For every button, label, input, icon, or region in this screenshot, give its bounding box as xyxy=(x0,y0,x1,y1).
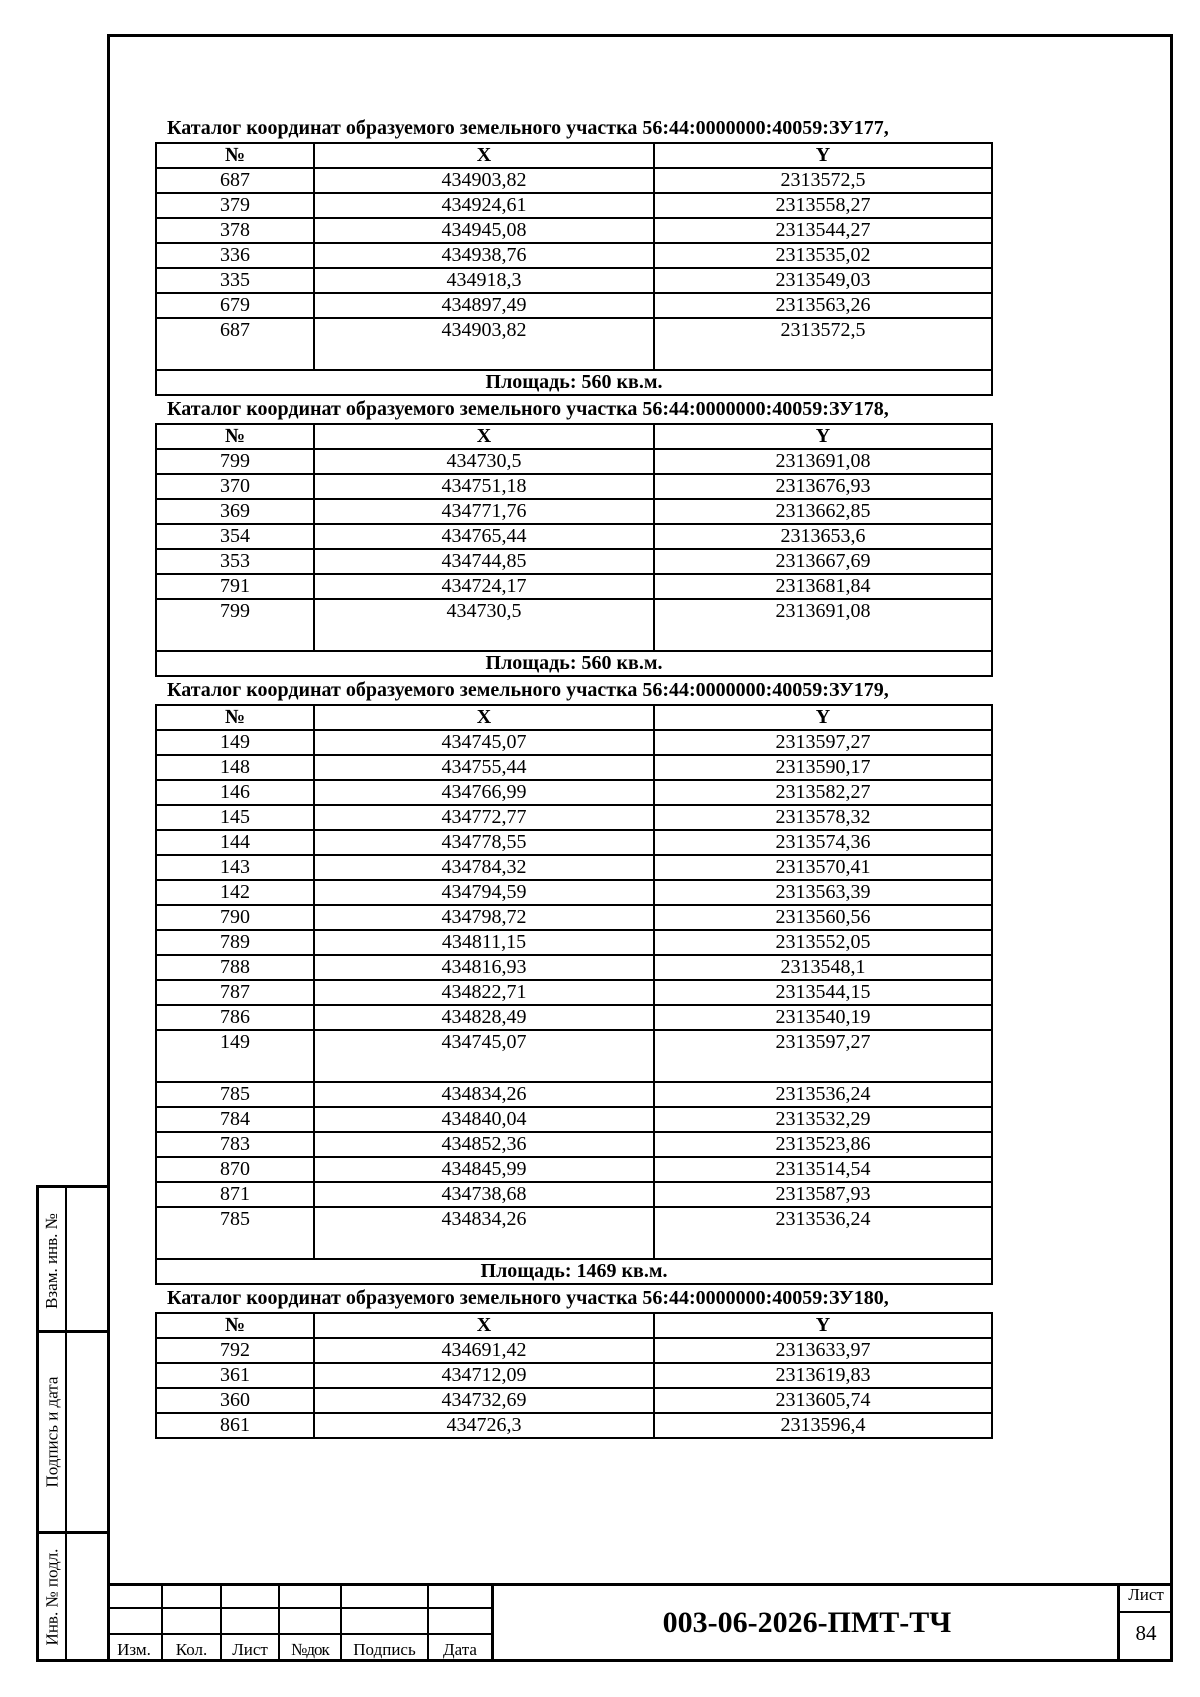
area-row xyxy=(156,1259,992,1284)
table-row xyxy=(156,780,992,805)
y-value: 2313540,19 xyxy=(654,1005,992,1030)
coordinate-table xyxy=(155,704,993,1285)
table-row xyxy=(156,1030,992,1082)
table-row xyxy=(156,855,992,880)
header-x: X xyxy=(314,424,654,449)
table-row xyxy=(156,1182,992,1207)
side-cell-podpis xyxy=(39,1333,107,1534)
y-value: 2313578,32 xyxy=(654,805,992,830)
y-value: 2313549,03 xyxy=(654,268,992,293)
table-row xyxy=(156,1207,992,1259)
point-number: 379 xyxy=(156,193,314,218)
point-number: 783 xyxy=(156,1132,314,1157)
coordinate-table xyxy=(155,423,993,677)
y-value: 2313597,27 xyxy=(654,1030,992,1082)
table-row xyxy=(156,524,992,549)
header-x: X xyxy=(314,1313,654,1338)
y-value: 2313662,85 xyxy=(654,499,992,524)
table-row xyxy=(156,549,992,574)
x-value: 434811,15 xyxy=(314,930,654,955)
header-x: X xyxy=(314,143,654,168)
x-value: 434730,5 xyxy=(314,449,654,474)
table-header-row xyxy=(156,705,992,730)
table-row xyxy=(156,218,992,243)
y-value: 2313563,39 xyxy=(654,880,992,905)
table-header-row xyxy=(156,143,992,168)
side-stamp xyxy=(36,1185,110,1662)
label-list: Лист xyxy=(232,1640,268,1659)
point-number: 143 xyxy=(156,855,314,880)
x-value: 434766,99 xyxy=(314,780,654,805)
side-label-vzam: Взам. инв. № xyxy=(42,1212,61,1309)
label-kol: Кол. xyxy=(175,1640,208,1659)
point-number: 861 xyxy=(156,1413,314,1438)
point-number: 799 xyxy=(156,449,314,474)
header-y: Y xyxy=(654,1313,992,1338)
table-row xyxy=(156,1107,992,1132)
x-value: 434771,76 xyxy=(314,499,654,524)
area-value: Площадь: 560 кв.м. xyxy=(156,370,992,395)
x-value: 434903,82 xyxy=(314,318,654,370)
header-y: Y xyxy=(654,143,992,168)
table-row xyxy=(156,1338,992,1363)
x-value: 434730,5 xyxy=(314,599,654,651)
table-row xyxy=(156,268,992,293)
x-value: 434744,85 xyxy=(314,549,654,574)
title-block-row-line xyxy=(107,1607,493,1609)
y-value: 2313544,27 xyxy=(654,218,992,243)
catalog-title: Каталог координат образуемого земельного участка 56:44:0000000:40059:ЗУ179, xyxy=(167,679,889,701)
point-number: 791 xyxy=(156,574,314,599)
header-number: № xyxy=(156,1313,314,1338)
area-row xyxy=(156,370,992,395)
y-value: 2313523,86 xyxy=(654,1132,992,1157)
x-value: 434938,76 xyxy=(314,243,654,268)
table-row xyxy=(156,168,992,193)
point-number: 148 xyxy=(156,755,314,780)
table-header-row xyxy=(156,424,992,449)
x-value: 434834,26 xyxy=(314,1082,654,1107)
x-value: 434745,07 xyxy=(314,730,654,755)
x-value: 434738,68 xyxy=(314,1182,654,1207)
x-value: 434903,82 xyxy=(314,168,654,193)
header-x: X xyxy=(314,705,654,730)
side-label-podpis: Подпись и дата xyxy=(42,1376,61,1488)
side-label-inv: Инв. № подл. xyxy=(42,1548,61,1645)
y-value: 2313596,4 xyxy=(654,1413,992,1438)
side-cell-inv xyxy=(39,1534,107,1659)
y-value: 2313552,05 xyxy=(654,930,992,955)
point-number: 799 xyxy=(156,599,314,651)
title-block-row-line xyxy=(107,1633,493,1635)
document-content xyxy=(155,115,991,1439)
y-value: 2313597,27 xyxy=(654,730,992,755)
title-block xyxy=(107,1583,1173,1662)
y-value: 2313560,56 xyxy=(654,905,992,930)
x-value: 434732,69 xyxy=(314,1388,654,1413)
header-number: № xyxy=(156,143,314,168)
side-cell-vzam xyxy=(39,1188,107,1333)
x-value: 434794,59 xyxy=(314,880,654,905)
table-row xyxy=(156,880,992,905)
table-row xyxy=(156,193,992,218)
title-block-sheet-line xyxy=(1119,1611,1173,1613)
y-value: 2313633,97 xyxy=(654,1338,992,1363)
table-row xyxy=(156,955,992,980)
x-value: 434845,99 xyxy=(314,1157,654,1182)
point-number: 871 xyxy=(156,1182,314,1207)
table-row xyxy=(156,318,992,370)
point-number: 354 xyxy=(156,524,314,549)
point-number: 146 xyxy=(156,780,314,805)
point-number: 378 xyxy=(156,218,314,243)
area-value: Площадь: 560 кв.м. xyxy=(156,651,992,676)
x-value: 434828,49 xyxy=(314,1005,654,1030)
x-value: 434840,04 xyxy=(314,1107,654,1132)
header-number: № xyxy=(156,424,314,449)
coordinate-table xyxy=(155,1312,993,1439)
x-value: 434897,49 xyxy=(314,293,654,318)
x-value: 434772,77 xyxy=(314,805,654,830)
y-value: 2313582,27 xyxy=(654,780,992,805)
point-number: 353 xyxy=(156,549,314,574)
x-value: 434724,17 xyxy=(314,574,654,599)
label-data: Дата xyxy=(443,1640,477,1659)
y-value: 2313653,6 xyxy=(654,524,992,549)
point-number: 142 xyxy=(156,880,314,905)
point-number: 336 xyxy=(156,243,314,268)
y-value: 2313605,74 xyxy=(654,1388,992,1413)
point-number: 361 xyxy=(156,1363,314,1388)
point-number: 369 xyxy=(156,499,314,524)
area-value: Площадь: 1469 кв.м. xyxy=(156,1259,992,1284)
table-row xyxy=(156,805,992,830)
x-value: 434765,44 xyxy=(314,524,654,549)
point-number: 870 xyxy=(156,1157,314,1182)
point-number: 679 xyxy=(156,293,314,318)
x-value: 434745,07 xyxy=(314,1030,654,1082)
area-row xyxy=(156,651,992,676)
table-row xyxy=(156,243,992,268)
point-number: 785 xyxy=(156,1207,314,1259)
label-ndok: №док xyxy=(291,1640,329,1659)
label-podpis: Подпись xyxy=(353,1640,416,1659)
point-number: 149 xyxy=(156,1030,314,1082)
table-row xyxy=(156,599,992,651)
point-number: 786 xyxy=(156,1005,314,1030)
point-number: 149 xyxy=(156,730,314,755)
y-value: 2313558,27 xyxy=(654,193,992,218)
table-row xyxy=(156,1157,992,1182)
table-row xyxy=(156,499,992,524)
point-number: 144 xyxy=(156,830,314,855)
table-row xyxy=(156,1005,992,1030)
point-number: 787 xyxy=(156,980,314,1005)
x-value: 434816,93 xyxy=(314,955,654,980)
y-value: 2313544,15 xyxy=(654,980,992,1005)
y-value: 2313587,93 xyxy=(654,1182,992,1207)
header-y: Y xyxy=(654,424,992,449)
document-code: 003-06-2026-ПМТ-ТЧ xyxy=(662,1605,952,1639)
y-value: 2313514,54 xyxy=(654,1157,992,1182)
y-value: 2313676,93 xyxy=(654,474,992,499)
x-value: 434945,08 xyxy=(314,218,654,243)
table-row xyxy=(156,574,992,599)
x-value: 434726,3 xyxy=(314,1413,654,1438)
x-value: 434822,71 xyxy=(314,980,654,1005)
point-number: 789 xyxy=(156,930,314,955)
x-value: 434691,42 xyxy=(314,1338,654,1363)
table-row xyxy=(156,1388,992,1413)
x-value: 434852,36 xyxy=(314,1132,654,1157)
x-value: 434712,09 xyxy=(314,1363,654,1388)
point-number: 792 xyxy=(156,1338,314,1363)
y-value: 2313535,02 xyxy=(654,243,992,268)
table-row xyxy=(156,930,992,955)
table-header-row xyxy=(156,1313,992,1338)
x-value: 434834,26 xyxy=(314,1207,654,1259)
y-value: 2313691,08 xyxy=(654,599,992,651)
y-value: 2313667,69 xyxy=(654,549,992,574)
point-number: 790 xyxy=(156,905,314,930)
y-value: 2313570,41 xyxy=(654,855,992,880)
x-value: 434784,32 xyxy=(314,855,654,880)
y-value: 2313681,84 xyxy=(654,574,992,599)
point-number: 370 xyxy=(156,474,314,499)
point-number: 687 xyxy=(156,168,314,193)
table-row xyxy=(156,1132,992,1157)
y-value: 2313619,83 xyxy=(654,1363,992,1388)
y-value: 2313536,24 xyxy=(654,1082,992,1107)
table-row xyxy=(156,1363,992,1388)
coordinate-table xyxy=(155,142,993,396)
y-value: 2313536,24 xyxy=(654,1207,992,1259)
y-value: 2313572,5 xyxy=(654,168,992,193)
point-number: 687 xyxy=(156,318,314,370)
catalog-title: Каталог координат образуемого земельного участка 56:44:0000000:40059:ЗУ180, xyxy=(167,1287,889,1309)
point-number: 360 xyxy=(156,1388,314,1413)
point-number: 784 xyxy=(156,1107,314,1132)
y-value: 2313563,26 xyxy=(654,293,992,318)
y-value: 2313532,29 xyxy=(654,1107,992,1132)
catalog-title: Каталог координат образуемого земельного участка 56:44:0000000:40059:ЗУ177, xyxy=(167,117,889,139)
table-row xyxy=(156,474,992,499)
label-izm: Изм. xyxy=(117,1640,151,1659)
point-number: 785 xyxy=(156,1082,314,1107)
table-row xyxy=(156,980,992,1005)
header-y: Y xyxy=(654,705,992,730)
x-value: 434751,18 xyxy=(314,474,654,499)
y-value: 2313548,1 xyxy=(654,955,992,980)
table-row xyxy=(156,1413,992,1438)
sheet-label: Лист xyxy=(1128,1585,1164,1604)
y-value: 2313574,36 xyxy=(654,830,992,855)
table-row xyxy=(156,1082,992,1107)
x-value: 434755,44 xyxy=(314,755,654,780)
table-row xyxy=(156,830,992,855)
y-value: 2313691,08 xyxy=(654,449,992,474)
sheet-number: 84 xyxy=(1135,1621,1157,1645)
table-row xyxy=(156,755,992,780)
header-number: № xyxy=(156,705,314,730)
y-value: 2313590,17 xyxy=(654,755,992,780)
x-value: 434798,72 xyxy=(314,905,654,930)
point-number: 145 xyxy=(156,805,314,830)
point-number: 335 xyxy=(156,268,314,293)
catalog-title: Каталог координат образуемого земельного участка 56:44:0000000:40059:ЗУ178, xyxy=(167,398,889,420)
x-value: 434924,61 xyxy=(314,193,654,218)
y-value: 2313572,5 xyxy=(654,318,992,370)
point-number: 788 xyxy=(156,955,314,980)
table-row xyxy=(156,905,992,930)
table-row xyxy=(156,449,992,474)
x-value: 434778,55 xyxy=(314,830,654,855)
x-value: 434918,3 xyxy=(314,268,654,293)
table-row xyxy=(156,730,992,755)
table-row xyxy=(156,293,992,318)
